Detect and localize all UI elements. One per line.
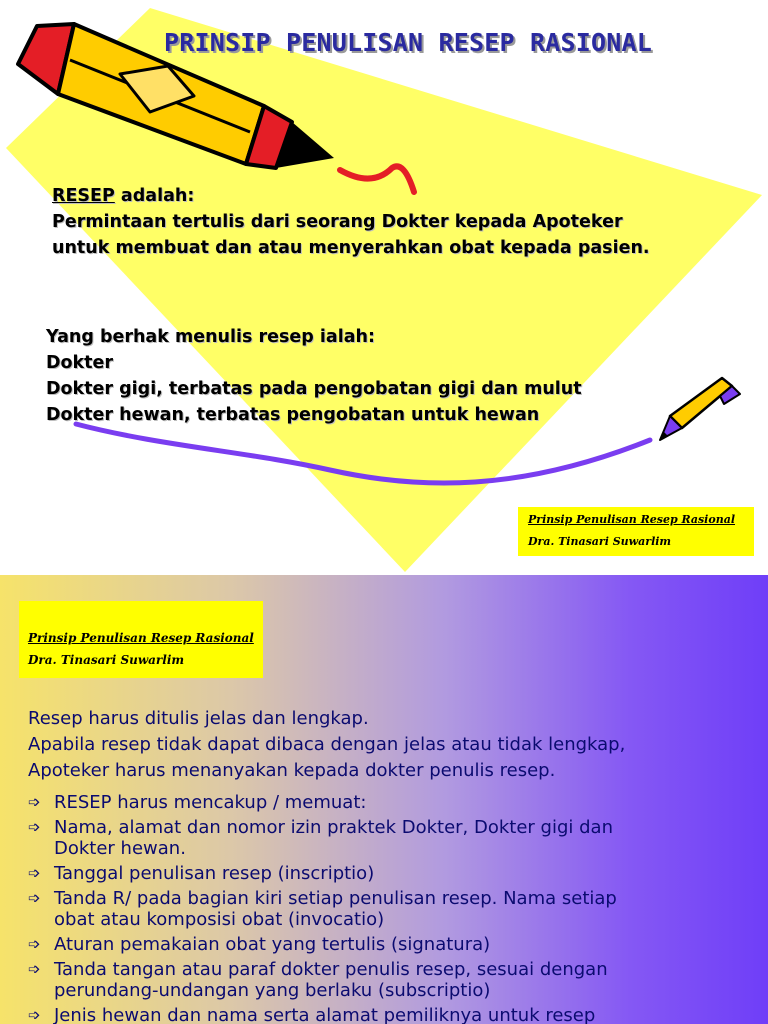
slide-1-footer xyxy=(518,507,754,556)
intro-line: Apoteker harus menanyakan kepada dokter penulis resep. xyxy=(28,760,556,781)
arrow-right-outline-icon: ➩ xyxy=(28,935,41,953)
authorized-heading: Yang berhak menulis resep ialah: xyxy=(46,327,375,347)
arrow-right-outline-icon: ➩ xyxy=(28,864,41,882)
list-item xyxy=(28,934,684,955)
slide-2 xyxy=(0,575,768,1024)
list-item-text: Tanggal penulisan resep (inscriptio) xyxy=(54,863,375,884)
arrow-right-outline-icon: ➩ xyxy=(28,889,41,907)
header-title: Prinsip Penulisan Resep Rasional xyxy=(28,631,254,645)
list-item-text: Tanda R/ pada bagian kiri setiap penulisan resep. Nama setiap obat atau komposisi obat (invocatio) xyxy=(54,888,617,930)
arrow-right-outline-icon: ➩ xyxy=(28,1006,41,1024)
arrow-right-outline-icon: ➩ xyxy=(28,818,41,836)
intro-line: Apabila resep tidak dapat dibaca dengan jelas atau tidak lengkap, xyxy=(28,734,626,755)
definition-line: untuk membuat dan atau menyerahkan obat kepada pasien. xyxy=(52,238,650,258)
list-item-text: Nama, alamat dan nomor izin praktek Dokter, Dokter gigi dan Dokter hewan. xyxy=(54,817,613,859)
pencil-small-icon xyxy=(660,378,740,440)
list-item xyxy=(28,817,684,859)
list-item-text: Jenis hewan dan nama serta alamat pemiliknya untuk resep xyxy=(54,1005,596,1024)
arrow-right-outline-icon: ➩ xyxy=(28,960,41,978)
intro-line: Resep harus ditulis jelas dan lengkap. xyxy=(28,708,369,729)
definition-term: RESEP xyxy=(52,186,115,206)
header-author: Dra. Tinasari Suwarlim xyxy=(28,653,185,667)
list-item xyxy=(28,959,684,1001)
slide-2-header-box xyxy=(19,601,263,678)
authorized-item: Dokter gigi, terbatas pada pengobatan gigi dan mulut xyxy=(46,379,582,399)
authorized-item: Dokter hewan, terbatas pengobatan untuk hewan xyxy=(46,405,540,425)
list-item-text: Aturan pemakaian obat yang tertulis (signatura) xyxy=(54,934,491,955)
slide-1-title: PRINSIP PENULISAN RESEP RASIONAL xyxy=(164,28,653,57)
definition-line: Permintaan tertulis dari seorang Dokter kepada Apoteker xyxy=(52,212,623,232)
footer-author: Dra. Tinasari Suwarlim xyxy=(528,535,672,548)
authorized-block xyxy=(46,324,582,428)
authorized-item: Dokter xyxy=(46,353,114,373)
list-item xyxy=(28,863,684,884)
list-item xyxy=(28,888,684,930)
definition-rest: adalah: xyxy=(114,186,195,206)
list-item xyxy=(28,792,684,813)
intro-block xyxy=(28,706,625,784)
arrow-right-outline-icon: ➩ xyxy=(28,793,41,811)
list-item-text: Tanda tangan atau paraf dokter penulis resep, sesuai dengan perundang-undangan yang berlaku (subscriptio) xyxy=(54,959,608,1001)
definition-heading xyxy=(52,183,650,209)
footer-title: Prinsip Penulisan Resep Rasional xyxy=(528,513,735,526)
requirements-list xyxy=(28,792,684,1024)
list-item-text: RESEP harus mencakup / memuat: xyxy=(54,792,367,813)
definition-block xyxy=(52,183,650,261)
list-item xyxy=(28,1005,684,1024)
